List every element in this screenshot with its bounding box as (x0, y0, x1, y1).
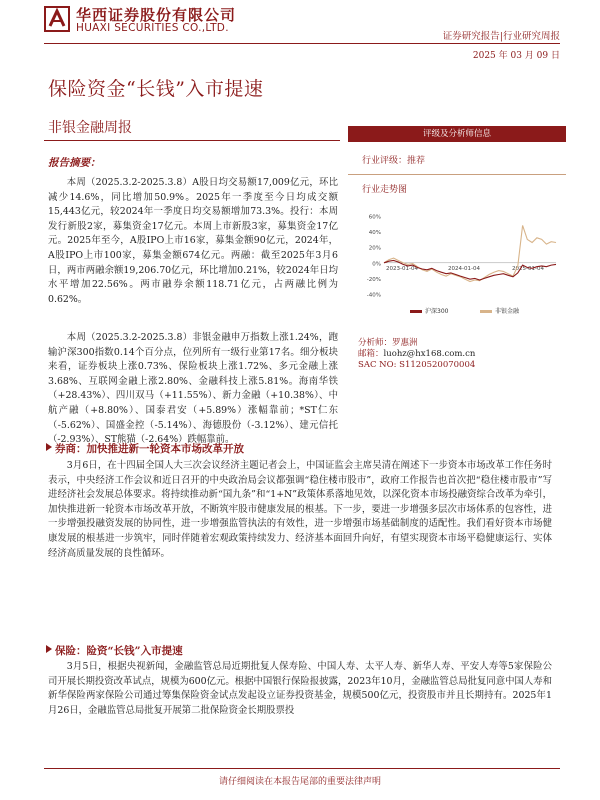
paragraph-insurance: 3月5日，根据央视新闻，金融监管总局近期批复人保寿险、中国人寿、太平人寿、新华人寿、平安人寿等5家保险公司开展长期投资改革试点，规模为600亿元。根据中国银行保险报披露，2023年10月，金融监管总局批复同意中国人寿和新华保险两家保险公司通过筹集保险资金试点发起设立证券投资基金，规模500亿元，投资股市并且长期持有。2025年1月26日，金融监管总局批复开展第二批保险资金长期股票投 (48, 661, 552, 716)
series-line (384, 225, 556, 281)
summary-label: 报告摘要： (48, 157, 101, 169)
legend-label: 沪深300 (425, 308, 449, 315)
sidebar-divider (348, 174, 566, 175)
report-date: 2025 年 03 月 09 日 (472, 51, 560, 61)
sac-number: S1120520070004 (399, 360, 476, 370)
subtitle-divider (44, 140, 340, 141)
analyst-label: 分析师： (358, 338, 393, 348)
trend-chart-svg (352, 212, 564, 324)
rating-sidebar (348, 126, 566, 195)
legal-notice: 请仔细阅读在本报告尾部的重要法律声明 (218, 777, 381, 787)
section-title-insurance: 保险：险资“长钱”入市提速 (55, 645, 183, 657)
email-label: 邮箱： (358, 349, 384, 359)
x-tick-label: 2023-01-04 (386, 265, 418, 272)
page-subtitle: 非银金融周报 (48, 120, 132, 136)
page-title: 保险资金“长钱”入市提速 (48, 78, 264, 100)
analyst-name: 罗惠洲 (392, 338, 418, 348)
industry-rating: 行业评级：推荐 (362, 156, 426, 166)
section-heading-insurance (46, 643, 183, 658)
y-tick-label: 0% (372, 261, 381, 268)
report-type: 证券研究报告|行业研究周报 (442, 31, 560, 42)
sidebar-heading: 评级及分析师信息 (348, 126, 566, 142)
y-tick-label: -40% (366, 292, 381, 299)
analyst-email[interactable]: luohz@hx168.com.cn (383, 349, 476, 359)
x-tick-label: 2024-01-04 (448, 265, 480, 272)
report-header (0, 0, 600, 62)
analyst-info (358, 338, 475, 371)
y-tick-label: -20% (366, 276, 381, 283)
section-title-brokers: 券商：加快推进新一轮资本市场改革开放 (55, 443, 244, 455)
paragraph-brokers: 3月6日，在十四届全国人大三次会议经济主题记者会上，中国证监会主席吴清在阐述下一步资本市场改革工作任务时表示，中央经济工作会议和近日召开的中央政治局会议都强调“稳住楼市股市”，政府工作报告也首次把“稳住楼市股市”写进经济社会发展总体要求。将持续推动新“国九条”和“1+N”政策体系落地见效，以深化资本市场投融资综合改革为牵引，加快推进新一轮资本市场改革开放，不断筑牢股市健康发展的根基。下一步，要进一步增强多层次市场体系的包容性，进一步增强投融资发展的协同性，进一步增强监管执法的有效性，进一步增强市场基础制度的适配性。我们看好资本市场健康发展的根基进一步筑牢，同时伴随着宏观政策持续发力、经济基本面回升向好，有望实现资本市场平稳健康运行、实体经济高质量发展的良性循环。 (48, 460, 552, 559)
trend-chart-title: 行业走势图 (362, 185, 408, 195)
company-name-cn: 华西证券股份有限公司 (76, 6, 237, 24)
legend-swatch (410, 310, 422, 313)
section-bullet-icon (46, 443, 52, 451)
paragraph-market: 本周（2025.3.2-2025.3.8）A股日均交易额17,009亿元，环比减少14.6%，同比增加50.9%。2025年一季度至今日均成交额15,443亿元，较2024年一季度日均交易额增加73.3%。投行：本周发行新股2家，募集资金17亿元。本周上市新股3家，募集资金17亿元。2025年至今，A股IPO上市16家，募集金额90亿元，2024年，A股IPO上市100家，募集金额674亿元。两融：截至2025年3月6日，两市两融余额19,206.70亿元，环比增加0.21%，较2024年日均水平增加22.56%。两市融券余额118.71亿元，占两融比例为0.62%。 (48, 177, 338, 305)
company-name-en: HUAXI SECURITIES CO.,LTD. (76, 22, 229, 34)
footer-divider (44, 768, 560, 769)
paragraph-sector: 本周（2025.3.2-2025.3.8）非银金融申万指数上涨1.24%，跑输沪深300指数0.14个百分点，位列所有一级行业第17名。细分板块来看，证券板块上涨0.73%、保险板块上涨1.72%、多元金融上涨3.68%、互联网金融上涨2.80%、金融科技上涨5.81%。海南华铁（+28.43%）、四川双马（+11.55%）、新力金融（+10.38%）、中航产融（+8.80%）、国泰君安（+5.89%）涨幅靠前；*ST仁东（-5.62%）、国盛金控（-5.14%）、海德股份（-3.12%）、建元信托（-2.93%）、ST熊猫（-2.64%）跌幅靠前。 (48, 332, 338, 446)
x-tick-label: 2025-01-04 (512, 265, 544, 272)
y-tick-label: 60% (368, 214, 381, 221)
legend-label: 非银金融 (495, 308, 520, 315)
header-divider (44, 43, 560, 44)
y-tick-label: 40% (368, 230, 381, 237)
legend-swatch (480, 310, 492, 313)
section-heading-brokers (46, 441, 244, 456)
company-logo-icon (44, 6, 70, 32)
y-tick-label: 20% (368, 245, 381, 252)
sac-label: SAC NO: (358, 360, 397, 370)
section-bullet-icon (46, 645, 52, 653)
trend-chart (352, 212, 564, 324)
